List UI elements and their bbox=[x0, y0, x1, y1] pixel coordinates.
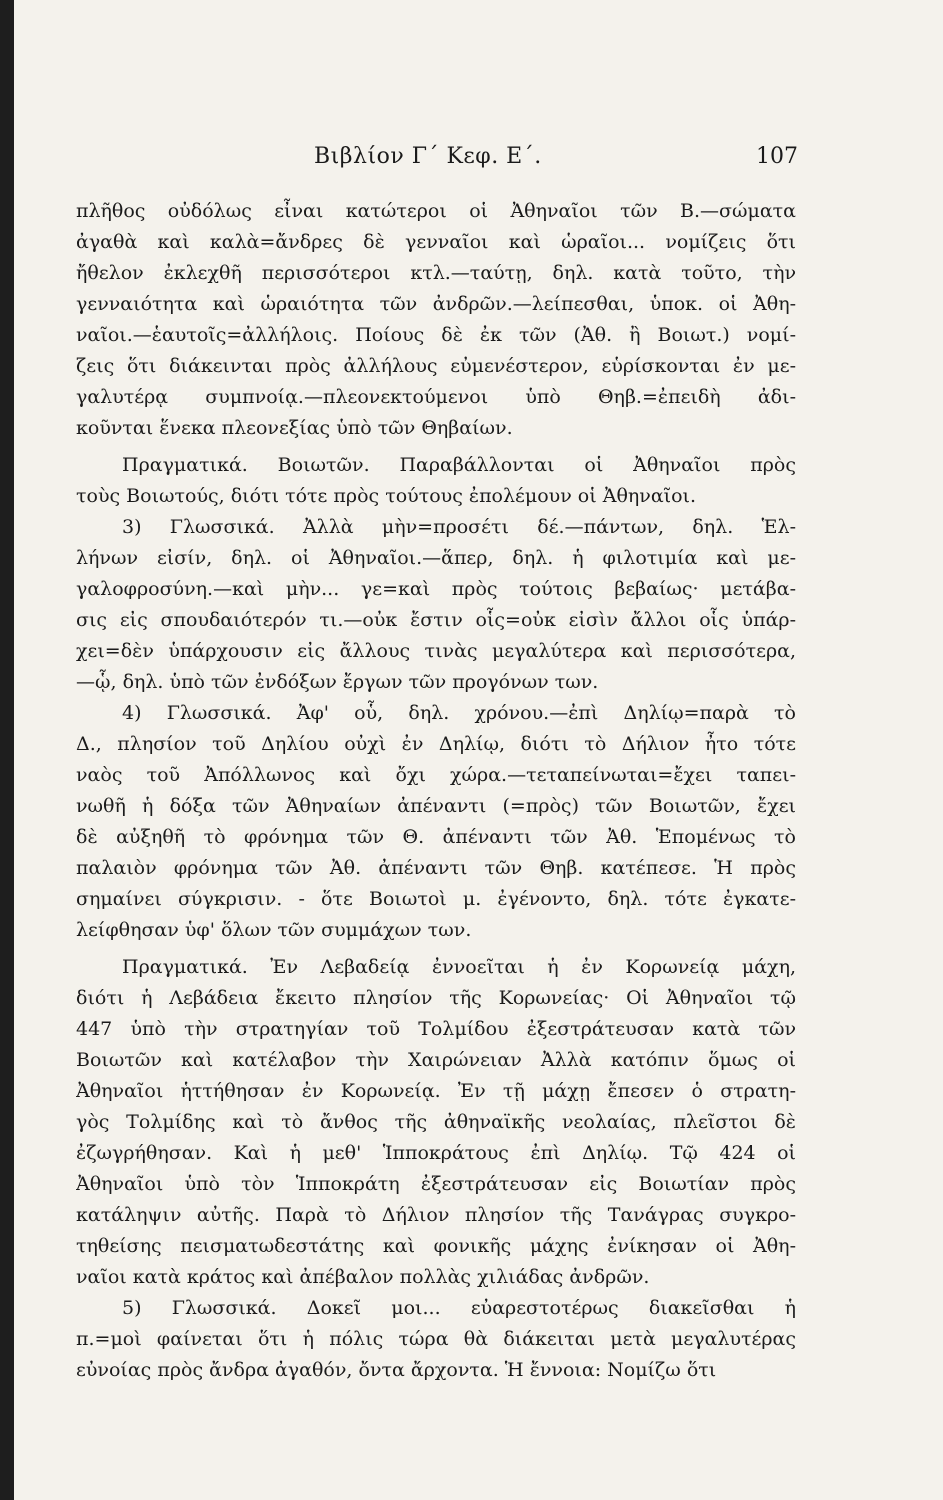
text-line: λήνων εἰσίν, δηλ. οἱ Ἀθηναῖοι.—ἅπερ, δηλ. ἡ φιλοτιμία καὶ με- bbox=[76, 547, 796, 569]
text-line: ναῖοι κατὰ κράτος καὶ ἀπέβαλον πολλὰς χιλιάδας ἀνδρῶν. bbox=[76, 1266, 650, 1288]
page-number: 107 bbox=[756, 144, 798, 169]
text-line: ἤθελον ἐκλεχθῆ περισσότεροι κτλ.—ταύτῃ, δηλ. κατὰ τοῦτο, τὴν bbox=[76, 262, 796, 284]
text-line: 3) Γλωσσικά. Ἀλλὰ μὴν=προσέτι δέ.—πάντων, δηλ. Ἑλ- bbox=[122, 516, 796, 538]
text-line: Ἀθηναῖοι ἡττήθησαν ἐν Κορωνείᾳ. Ἐν τῇ μάχῃ ἔπεσεν ὁ στρατη- bbox=[76, 1080, 796, 1102]
paragraph bbox=[76, 196, 796, 444]
text-body bbox=[76, 196, 796, 1386]
text-line: δὲ αὐξηθῆ τὸ φρόνημα τῶν Θ. ἀπέναντι τῶν Ἀθ. Ἑπομένως τὸ bbox=[76, 826, 796, 848]
text-line: γαλοφροσύνη.—καὶ μὴν... γε=καὶ πρὸς τούτοις βεβαίως· μετάβα- bbox=[76, 578, 796, 600]
text-line: π.=μοὶ φαίνεται ὅτι ἡ πόλις τώρα θὰ διάκειται μετὰ μεγαλυτέρας bbox=[76, 1328, 796, 1350]
text-line: κατάληψιν αὐτῆς. Παρὰ τὸ Δήλιον πλησίον τῆς Τανάγρας συγκρο- bbox=[76, 1204, 796, 1226]
text-line: —ᾧ, δηλ. ὑπὸ τῶν ἐνδόξων ἔργων τῶν προγόνων των. bbox=[76, 671, 599, 693]
text-line: εὐνοίας πρὸς ἄνδρα ἀγαθόν, ὄντα ἄρχοντα. Ἡ ἔννοια: Νομίζω ὅτι bbox=[76, 1359, 717, 1381]
text-line: Δ., πλησίον τοῦ Δηλίου οὐχὶ ἐν Δηλίῳ, διότι τὸ Δήλιον ἦτο τότε bbox=[76, 733, 796, 755]
text-line: ναῖοι.—ἑαυτοῖς=ἀλλήλοις. Ποίους δὲ ἐκ τῶν (Ἀθ. ἢ Βοιωτ.) νομί- bbox=[76, 324, 796, 346]
text-line: διότι ἡ Λεβάδεια ἔκειτο πλησίον τῆς Κορωνείας· Οἱ Ἀθηναῖοι τῷ bbox=[76, 987, 796, 1009]
text-line: 5) Γλωσσικά. Δοκεῖ μοι... εὐαρεστοτέρως διακεῖσθαι ἡ bbox=[122, 1297, 796, 1319]
book-page bbox=[14, 0, 943, 1500]
text-line: χει=δὲν ὑπάρχουσιν εἰς ἄλλους τινὰς μεγαλύτερα καὶ περισσότερα, bbox=[76, 640, 796, 662]
text-line: ναὸς τοῦ Ἀπόλλωνος καὶ ὄχι χώρα.—τεταπείνωται=ἔχει ταπει- bbox=[76, 764, 796, 786]
paragraph bbox=[76, 698, 796, 946]
paragraph bbox=[76, 450, 796, 512]
paragraph bbox=[76, 512, 796, 698]
text-line: ζεις ὅτι διάκεινται πρὸς ἀλλήλους εὐμενέστερον, εὑρίσκονται ἐν με- bbox=[76, 355, 796, 377]
text-line: Βοιωτῶν καὶ κατέλαβον τὴν Χαιρώνειαν Ἀλλὰ κατόπιν ὅμως οἱ bbox=[76, 1049, 796, 1071]
text-line: Ἀθηναῖοι ὑπὸ τὸν Ἱπποκράτη ἐξεστράτευσαν εἰς Βοιωτίαν πρὸς bbox=[76, 1173, 796, 1195]
running-header bbox=[14, 140, 943, 180]
text-line: ἀγαθὰ καὶ καλὰ=ἄνδρες δὲ γενναῖοι καὶ ὡραῖοι... νομίζεις ὅτι bbox=[76, 231, 796, 253]
text-line: σις εἰς σπουδαιότερόν τι.—οὐκ ἔστιν οἷς=οὐκ εἰσὶν ἄλλοι οἷς ὑπάρ- bbox=[76, 609, 796, 631]
text-line: γαλυτέρᾳ συμπνοίᾳ.—πλεονεκτούμενοι ὑπὸ Θηβ.=ἐπειδὴ ἀδι- bbox=[76, 386, 796, 408]
text-line: τοὺς Βοιωτούς, διότι τότε πρὸς τούτους ἐπολέμουν οἱ Ἀθηναῖοι. bbox=[76, 485, 697, 507]
paragraph bbox=[76, 952, 796, 1293]
text-line: τηθείσης πεισματωδεστάτης καὶ φονικῆς μάχης ἐνίκησαν οἱ Ἀθη- bbox=[76, 1235, 796, 1257]
text-line: γενναιότητα καὶ ὡραιότητα τῶν ἀνδρῶν.—λείπεσθαι, ὑποκ. οἱ Ἀθη- bbox=[76, 293, 796, 315]
text-line: παλαιὸν φρόνημα τῶν Ἀθ. ἀπέναντι τῶν Θηβ. κατέπεσε. Ἡ πρὸς bbox=[76, 857, 796, 879]
text-line: σημαίνει σύγκρισιν. - ὅτε Βοιωτοὶ μ. ἐγένοντο, δηλ. τότε ἐγκατε- bbox=[76, 888, 796, 910]
text-line: πλῆθος οὐδόλως εἶναι κατώτεροι οἱ Ἀθηναῖοι τῶν Β.—σώματα bbox=[76, 200, 796, 222]
text-line: ἐζωγρήθησαν. Καὶ ἡ μεθ' Ἱπποκράτους ἐπὶ Δηλίῳ. Τῷ 424 οἱ bbox=[76, 1142, 796, 1164]
chapter-title: Βιβλίον Γ΄ Κεφ. Ε΄. bbox=[314, 144, 542, 169]
text-line: λείφθησαν ὑφ' ὅλων τῶν συμμάχων των. bbox=[76, 919, 472, 941]
text-line: Πραγματικά. Βοιωτῶν. Παραβάλλονται οἱ Ἀθηναῖοι πρὸς bbox=[122, 454, 796, 476]
text-line: κοῦνται ἕνεκα πλεονεξίας ὑπὸ τῶν Θηβαίων. bbox=[76, 417, 513, 439]
text-line: νωθῆ ἡ δόξα τῶν Ἀθηναίων ἀπέναντι (=πρὸς) τῶν Βοιωτῶν, ἔχει bbox=[76, 795, 796, 817]
text-line: 4) Γλωσσικά. Ἀφ' οὗ, δηλ. χρόνου.—ἐπὶ Δηλίῳ=παρὰ τὸ bbox=[122, 702, 796, 724]
text-line: γὸς Τολμίδης καὶ τὸ ἄνθος τῆς ἀθηναϊκῆς νεολαίας, πλεῖστοι δὲ bbox=[76, 1111, 796, 1133]
paragraph bbox=[76, 1293, 796, 1386]
text-line: 447 ὑπὸ τὴν στρατηγίαν τοῦ Τολμίδου ἐξεστράτευσαν κατὰ τῶν bbox=[76, 1018, 796, 1040]
text-line: Πραγματικά. Ἐν Λεβαδείᾳ ἐννοεῖται ἡ ἐν Κορωνείᾳ μάχη, bbox=[122, 956, 796, 978]
